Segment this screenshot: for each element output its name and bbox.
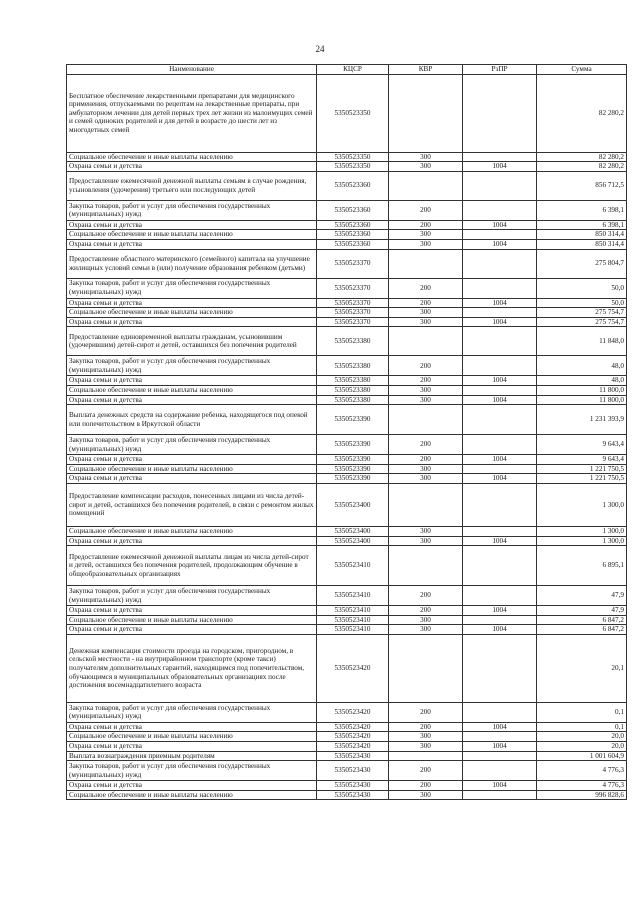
cell-rzpr [463, 278, 537, 298]
header-rzpr: РзПР [463, 65, 537, 75]
cell-kvr [389, 546, 463, 586]
cell-rzpr [463, 74, 537, 152]
cell-kcsr: 5350523390 [317, 435, 389, 455]
cell-sum: 6 895,1 [537, 546, 627, 586]
cell-sum: 996 828,6 [537, 790, 627, 800]
cell-kcsr: 5350523380 [317, 395, 389, 405]
cell-name: Закупка товаров, работ и услуг для обеспечения государственных (муниципальных) нужд [67, 435, 317, 455]
cell-kvr [389, 249, 463, 278]
cell-kvr: 300 [389, 742, 463, 752]
cell-rzpr [463, 435, 537, 455]
cell-kvr: 300 [389, 317, 463, 327]
cell-name: Предоставление ежемесячной денежной выплаты лицам из числа детей-сирот и детей, оставшихся без попечения родителей, продолжающим обучение в общеобразовательных организациях [67, 546, 317, 586]
cell-kcsr: 5350523350 [317, 152, 389, 162]
cell-name: Охрана семьи и детства [67, 536, 317, 546]
table-row [67, 732, 627, 742]
cell-kvr [389, 74, 463, 152]
table-row [67, 385, 627, 395]
cell-name: Закупка товаров, работ и услуг для обеспечения государственных (муниципальных) нужд [67, 761, 317, 781]
cell-rzpr: 1004 [463, 606, 537, 616]
cell-kcsr: 5350523360 [317, 200, 389, 220]
cell-rzpr [463, 405, 537, 435]
cell-kcsr: 5350523360 [317, 171, 389, 200]
cell-name: Охрана семьи и детства [67, 722, 317, 732]
cell-sum: 0,1 [537, 702, 627, 722]
cell-kvr: 300 [389, 239, 463, 249]
cell-kvr: 200 [389, 702, 463, 722]
cell-kvr [389, 751, 463, 761]
table-row [67, 162, 627, 172]
cell-rzpr: 1004 [463, 239, 537, 249]
cell-name: Охрана семьи и детства [67, 317, 317, 327]
cell-kcsr: 5350523390 [317, 455, 389, 465]
cell-kcsr: 5350523430 [317, 751, 389, 761]
cell-rzpr [463, 200, 537, 220]
cell-kvr: 200 [389, 220, 463, 230]
cell-kvr: 200 [389, 376, 463, 386]
cell-name: Охрана семьи и детства [67, 162, 317, 172]
table-row [67, 722, 627, 732]
cell-kvr: 200 [389, 356, 463, 376]
table-row [67, 220, 627, 230]
cell-sum: 20,0 [537, 742, 627, 752]
cell-name: Денежная компенсация стоимости проезда на городском, пригородном, в сельской местности - на внутрирайонном транспорте (кроме такси) получателям дополнительных гарантий, находящимся под попечительством, обучающимся в муниципальных образовательных организациях после достижения восемнадцатилетнего возраста [67, 634, 317, 702]
page-number: 24 [315, 44, 325, 54]
cell-rzpr: 1004 [463, 474, 537, 484]
cell-kcsr: 5350523420 [317, 634, 389, 702]
cell-name: Закупка товаров, работ и услуг для обеспечения государственных (муниципальных) нужд [67, 278, 317, 298]
cell-kvr: 300 [389, 395, 463, 405]
cell-kcsr: 5350523400 [317, 526, 389, 536]
table-row [67, 435, 627, 455]
cell-name: Социальное обеспечение и иные выплаты населению [67, 526, 317, 536]
cell-name: Социальное обеспечение и иные выплаты населению [67, 308, 317, 318]
cell-name: Социальное обеспечение и иные выплаты населению [67, 732, 317, 742]
cell-rzpr [463, 464, 537, 474]
cell-rzpr [463, 546, 537, 586]
cell-name: Охрана семьи и детства [67, 606, 317, 616]
cell-rzpr [463, 308, 537, 318]
cell-sum: 11 800,0 [537, 385, 627, 395]
table-row [67, 171, 627, 200]
cell-kcsr: 5350523420 [317, 722, 389, 732]
cell-rzpr [463, 615, 537, 625]
table-row [67, 239, 627, 249]
table-row [67, 781, 627, 791]
table-body [67, 74, 627, 800]
cell-sum: 11 848,0 [537, 327, 627, 356]
cell-name: Социальное обеспечение и иные выплаты населению [67, 152, 317, 162]
cell-sum: 20,1 [537, 634, 627, 702]
table-header-row [67, 65, 627, 75]
cell-kvr [389, 405, 463, 435]
cell-kcsr: 5350523430 [317, 761, 389, 781]
cell-name: Охрана семьи и детства [67, 376, 317, 386]
cell-sum: 1 300,0 [537, 483, 627, 526]
cell-kvr [389, 327, 463, 356]
cell-kvr: 200 [389, 200, 463, 220]
cell-kcsr: 5350523410 [317, 546, 389, 586]
cell-kvr: 300 [389, 385, 463, 395]
cell-kcsr: 5350523410 [317, 586, 389, 606]
cell-kcsr: 5350523420 [317, 702, 389, 722]
cell-rzpr: 1004 [463, 376, 537, 386]
cell-kvr: 300 [389, 732, 463, 742]
cell-kvr: 300 [389, 790, 463, 800]
cell-sum: 50,0 [537, 298, 627, 308]
cell-rzpr [463, 230, 537, 240]
cell-rzpr: 1004 [463, 536, 537, 546]
cell-rzpr [463, 751, 537, 761]
cell-sum: 6 847,2 [537, 615, 627, 625]
header-name: Наименование [67, 65, 317, 75]
table-row [67, 395, 627, 405]
cell-name: Социальное обеспечение и иные выплаты населению [67, 385, 317, 395]
table-row [67, 200, 627, 220]
cell-kcsr: 5350523400 [317, 483, 389, 526]
cell-kvr: 300 [389, 536, 463, 546]
cell-kvr: 300 [389, 526, 463, 536]
cell-sum: 82 280,2 [537, 162, 627, 172]
cell-sum: 275 754,7 [537, 308, 627, 318]
cell-sum: 1 300,0 [537, 536, 627, 546]
cell-kcsr: 5350523430 [317, 781, 389, 791]
cell-kcsr: 5350523370 [317, 317, 389, 327]
cell-kvr: 200 [389, 455, 463, 465]
cell-name: Охрана семьи и детства [67, 298, 317, 308]
cell-rzpr [463, 483, 537, 526]
table-row [67, 761, 627, 781]
cell-kvr: 300 [389, 230, 463, 240]
cell-rzpr [463, 249, 537, 278]
cell-kcsr: 5350523390 [317, 405, 389, 435]
cell-kvr: 200 [389, 761, 463, 781]
cell-sum: 0,1 [537, 722, 627, 732]
table-row [67, 74, 627, 152]
cell-rzpr [463, 790, 537, 800]
table-row [67, 526, 627, 536]
cell-kcsr: 5350523410 [317, 615, 389, 625]
cell-kvr: 200 [389, 722, 463, 732]
table-row [67, 586, 627, 606]
cell-kcsr: 5350523400 [317, 536, 389, 546]
table-row [67, 376, 627, 386]
cell-sum: 11 800,0 [537, 395, 627, 405]
table-row [67, 327, 627, 356]
cell-kvr: 300 [389, 615, 463, 625]
cell-kvr: 300 [389, 308, 463, 318]
header-sum: Сумма [537, 65, 627, 75]
cell-sum: 1 231 393,9 [537, 405, 627, 435]
cell-kcsr: 5350523350 [317, 162, 389, 172]
cell-kvr: 300 [389, 152, 463, 162]
cell-kcsr: 5350523360 [317, 230, 389, 240]
cell-kvr: 200 [389, 278, 463, 298]
cell-sum: 275 804,7 [537, 249, 627, 278]
cell-sum: 6 398,1 [537, 220, 627, 230]
cell-name: Закупка товаров, работ и услуг для обеспечения государственных (муниципальных) нужд [67, 356, 317, 376]
cell-kvr [389, 171, 463, 200]
cell-kcsr: 5350523380 [317, 356, 389, 376]
cell-rzpr [463, 732, 537, 742]
cell-sum: 82 280,2 [537, 152, 627, 162]
cell-name: Охрана семьи и детства [67, 742, 317, 752]
cell-rzpr: 1004 [463, 220, 537, 230]
cell-rzpr: 1004 [463, 298, 537, 308]
cell-name: Выплата вознаграждения приемным родителям [67, 751, 317, 761]
table-row [67, 751, 627, 761]
cell-sum: 6 398,1 [537, 200, 627, 220]
cell-sum: 6 847,2 [537, 625, 627, 635]
cell-kcsr: 5350523390 [317, 474, 389, 484]
header-kcsr: КЦСР [317, 65, 389, 75]
cell-sum: 48,0 [537, 356, 627, 376]
cell-sum: 856 712,5 [537, 171, 627, 200]
table-row [67, 742, 627, 752]
cell-kvr: 200 [389, 606, 463, 616]
cell-sum: 1 221 750,5 [537, 474, 627, 484]
cell-sum: 850 314,4 [537, 230, 627, 240]
cell-name: Социальное обеспечение и иные выплаты населению [67, 790, 317, 800]
cell-name: Охрана семьи и детства [67, 781, 317, 791]
cell-rzpr [463, 526, 537, 536]
table-row [67, 152, 627, 162]
table-row [67, 249, 627, 278]
cell-name: Предоставление областного материнского (семейного) капитала на улучшение жилищных условий семьи в (или) получение образования ребенком (детьми) [67, 249, 317, 278]
cell-rzpr [463, 385, 537, 395]
cell-kcsr: 5350523360 [317, 239, 389, 249]
cell-kcsr: 5350523380 [317, 376, 389, 386]
table-row [67, 615, 627, 625]
cell-sum: 50,0 [537, 278, 627, 298]
table-row [67, 634, 627, 702]
cell-name: Закупка товаров, работ и услуг для обеспечения государственных (муниципальных) нужд [67, 586, 317, 606]
cell-name: Охрана семьи и детства [67, 395, 317, 405]
cell-name: Бесплатное обеспечение лекарственными препаратами для медицинского применения, отпускаемыми по рецептам на лекарственные препараты, при амбулаторном лечении для детей первых трех лет жизни из малоимущих семей и семей одиноких родителей и для детей в возрасте до шести лет из многодетных семей [67, 74, 317, 152]
cell-name: Предоставление ежемесячной денежной выплаты семьям в случае рождения, усыновления (удочерения) третьего или последующих детей [67, 171, 317, 200]
cell-name: Закупка товаров, работ и услуг для обеспечения государственных (муниципальных) нужд [67, 200, 317, 220]
table-row [67, 790, 627, 800]
cell-sum: 4 776,3 [537, 761, 627, 781]
table-row [67, 483, 627, 526]
cell-rzpr [463, 634, 537, 702]
cell-rzpr: 1004 [463, 625, 537, 635]
table-row [67, 606, 627, 616]
cell-rzpr [463, 702, 537, 722]
cell-name: Социальное обеспечение и иные выплаты населению [67, 615, 317, 625]
table-row [67, 702, 627, 722]
cell-kcsr: 5350523380 [317, 385, 389, 395]
cell-rzpr [463, 586, 537, 606]
cell-name: Выплата денежных средств на содержание ребенка, находящегося под опекой или попечительством в Иркутской области [67, 405, 317, 435]
table-row [67, 464, 627, 474]
table-row [67, 298, 627, 308]
cell-sum: 47,9 [537, 586, 627, 606]
cell-kcsr: 5350523430 [317, 790, 389, 800]
cell-sum: 275 754,7 [537, 317, 627, 327]
table-row [67, 356, 627, 376]
cell-rzpr [463, 152, 537, 162]
cell-name: Охрана семьи и детства [67, 239, 317, 249]
cell-rzpr: 1004 [463, 317, 537, 327]
table-row [67, 278, 627, 298]
cell-rzpr: 1004 [463, 781, 537, 791]
cell-kvr: 300 [389, 625, 463, 635]
cell-kvr [389, 634, 463, 702]
cell-sum: 9 643,4 [537, 435, 627, 455]
cell-rzpr: 1004 [463, 162, 537, 172]
cell-kcsr: 5350523360 [317, 220, 389, 230]
cell-kvr: 200 [389, 781, 463, 791]
table-row [67, 230, 627, 240]
table-row [67, 625, 627, 635]
cell-kcsr: 5350523370 [317, 308, 389, 318]
cell-rzpr [463, 356, 537, 376]
cell-rzpr [463, 761, 537, 781]
cell-name: Закупка товаров, работ и услуг для обеспечения государственных (муниципальных) нужд [67, 702, 317, 722]
cell-kcsr: 5350523410 [317, 606, 389, 616]
cell-rzpr: 1004 [463, 395, 537, 405]
cell-sum: 9 643,4 [537, 455, 627, 465]
cell-name: Охрана семьи и детства [67, 474, 317, 484]
cell-kvr: 300 [389, 474, 463, 484]
cell-kcsr: 5350523420 [317, 742, 389, 752]
table-row [67, 405, 627, 435]
cell-sum: 4 776,3 [537, 781, 627, 791]
cell-rzpr [463, 327, 537, 356]
cell-kcsr: 5350523370 [317, 298, 389, 308]
cell-kcsr: 5350523370 [317, 278, 389, 298]
cell-sum: 20,0 [537, 732, 627, 742]
cell-name: Социальное обеспечение и иные выплаты населению [67, 464, 317, 474]
cell-sum: 48,0 [537, 376, 627, 386]
cell-kcsr: 5350523380 [317, 327, 389, 356]
cell-kvr: 200 [389, 586, 463, 606]
cell-name: Охрана семьи и детства [67, 625, 317, 635]
cell-kcsr: 5350523420 [317, 732, 389, 742]
cell-sum: 1 300,0 [537, 526, 627, 536]
cell-rzpr: 1004 [463, 742, 537, 752]
cell-kvr [389, 483, 463, 526]
cell-kvr: 200 [389, 298, 463, 308]
cell-kcsr: 5350523370 [317, 249, 389, 278]
cell-kcsr: 5350523350 [317, 74, 389, 152]
cell-sum: 1 221 750,5 [537, 464, 627, 474]
table-row [67, 474, 627, 484]
table-row [67, 455, 627, 465]
cell-name: Предоставление единовременной выплаты гражданам, усыновившим (удочерившим) детей-сирот и детей, оставшихся без попечения родителей [67, 327, 317, 356]
cell-rzpr: 1004 [463, 722, 537, 732]
cell-name: Охрана семьи и детства [67, 220, 317, 230]
cell-kvr: 300 [389, 464, 463, 474]
cell-kcsr: 5350523390 [317, 464, 389, 474]
cell-sum: 82 280,2 [537, 74, 627, 152]
table-row [67, 308, 627, 318]
cell-sum: 1 001 604,9 [537, 751, 627, 761]
table-row [67, 536, 627, 546]
cell-rzpr [463, 171, 537, 200]
cell-sum: 47,9 [537, 606, 627, 616]
cell-name: Предоставление компенсации расходов, понесенных лицами из числа детей-сирот и детей, оставшихся без попечения родителей, в связи с ремонтом жилых помещений [67, 483, 317, 526]
budget-table [66, 64, 627, 800]
cell-kvr: 200 [389, 435, 463, 455]
cell-kcsr: 5350523410 [317, 625, 389, 635]
table-row [67, 317, 627, 327]
table-row [67, 546, 627, 586]
cell-name: Охрана семьи и детства [67, 455, 317, 465]
cell-kvr: 300 [389, 162, 463, 172]
cell-rzpr: 1004 [463, 455, 537, 465]
header-kvr: КВР [389, 65, 463, 75]
cell-name: Социальное обеспечение и иные выплаты населению [67, 230, 317, 240]
cell-sum: 850 314,4 [537, 239, 627, 249]
